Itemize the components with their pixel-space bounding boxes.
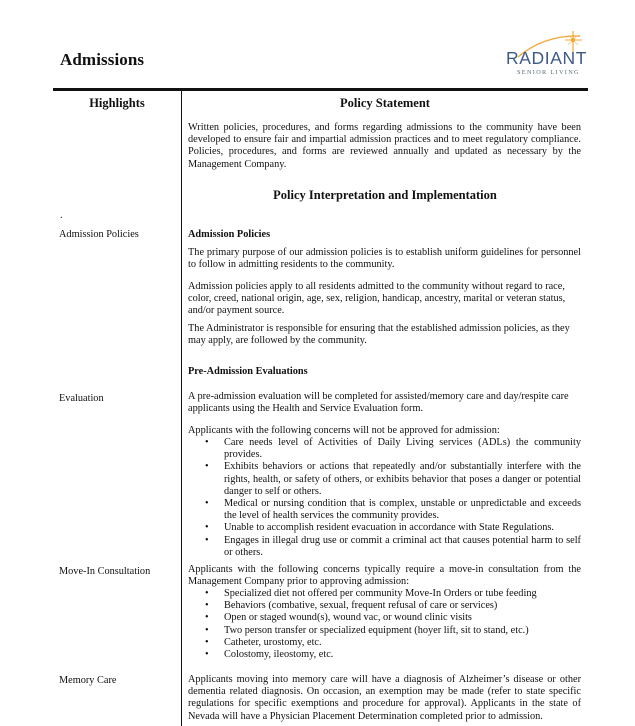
move-in-intro: Applicants with the following concerns typically require a move-in consultation from the Management Company prior to approving admission: xyxy=(188,564,581,588)
radiant-logo xyxy=(504,31,588,83)
not-approved-list xyxy=(188,437,581,559)
logo-tagline: SENIOR LIVING xyxy=(517,69,580,76)
header-rule xyxy=(53,88,588,91)
highlight-dot: . xyxy=(60,210,63,221)
highlight-admission-policies: Admission Policies xyxy=(59,229,139,240)
list-item: • Specialized diet not offered per community Move-In Orders or tube feeding xyxy=(205,588,537,599)
pre-admission-heading: Pre-Admission Evaluations xyxy=(188,366,308,377)
list-item: • Two person transfer or specialized equipment (hoyer lift, sit to stand, etc.) xyxy=(205,624,529,636)
list-item: • Exhibits behaviors or actions that repeatedly and/or substantially interfere with the rights, health, or safety of others, or exhibits behavior that poses a danger or potential danger to self or others. xyxy=(205,461,581,497)
document-title: Admissions xyxy=(60,50,145,69)
list-item: • Care needs level of Activities of Daily Living services (ADLs) the community provides. xyxy=(205,437,581,461)
list-item: • Engages in illegal drug use or commit a criminal act that causes potential harm to self or others. xyxy=(205,534,581,558)
bullet-icon: • xyxy=(205,649,209,661)
bullet-icon: • xyxy=(205,588,209,599)
logo-wordmark: RADIANT xyxy=(506,48,588,68)
policy-statement-text: Written policies, procedures, and forms regarding admissions to the community have been developed to ensure fair and impartial admission practices and to meet regulatory compliance. Policies, procedures, and forms are reviewed annually and updated as necessary by the Management Company. xyxy=(188,122,581,170)
list-item: • Medical or nursing condition that is complex, unstable or unpredictable and exceeds the level of health services the community provides. xyxy=(205,498,581,522)
highlight-evaluation: Evaluation xyxy=(59,393,104,404)
bullet-icon: • xyxy=(205,612,209,624)
column-divider xyxy=(181,90,182,726)
bullet-icon: • xyxy=(205,498,209,510)
highlight-move-in-consultation: Move-In Consultation xyxy=(59,566,151,577)
bullet-icon: • xyxy=(205,636,209,648)
interpretation-heading: Policy Interpretation and Implementation xyxy=(273,188,497,202)
list-item: • Unable to accomplish resident evacuation in accordance with State Regulations. xyxy=(205,522,554,534)
memory-care-text: Applicants moving into memory care will have a diagnosis of Alzheimer’s disease or other dementia related diagnosis. On occasion, an exemption may be made (refer to state specific regulations for specific exemptions and procedure for approval). Applicants in the state of Nevada will have a Physician Placement Determination completed prior to admission. xyxy=(188,674,581,722)
not-approved-intro: Applicants with the following concerns will not be approved for admission: xyxy=(188,425,500,436)
pre-admission-p1: A pre-admission evaluation will be completed for assisted/memory care and day/respite care applicants using the Health and Service Evaluation form. xyxy=(188,391,569,415)
bullet-icon: • xyxy=(205,534,209,546)
bullet-icon: • xyxy=(205,600,209,612)
bullet-icon: • xyxy=(205,522,209,534)
admission-policies-heading: Admission Policies xyxy=(188,229,271,240)
move-in-list xyxy=(188,588,581,661)
highlight-memory-care: Memory Care xyxy=(59,675,117,686)
admission-policies-p1: The primary purpose of our admission policies is to establish uniform guidelines for personnel to follow in admitting residents to the community. xyxy=(188,247,581,271)
list-item: • Colostomy, ileostomy, etc. xyxy=(205,649,334,661)
bullet-icon: • xyxy=(205,437,209,448)
bullet-icon: • xyxy=(205,461,209,473)
admission-policies-p3: The Administrator is responsible for ensuring that the established admission policies, as they may apply, are followed by the community. xyxy=(188,323,570,347)
highlights-header: Highlights xyxy=(89,96,145,110)
list-item: • Behaviors (combative, sexual, frequent refusal of care or services) xyxy=(205,600,498,612)
list-item: • Open or staged wound(s), wound vac, or wound clinic visits xyxy=(205,612,472,624)
admission-policies-p2: Admission policies apply to all residents admitted to the community without regard to race, color, creed, national origin, age, sex, religion, handicap, ancestry, marital or veteran status, and/or payment source. xyxy=(188,281,566,317)
bullet-icon: • xyxy=(205,624,209,636)
list-item: • Catheter, urostomy, etc. xyxy=(205,636,322,648)
policy-statement-header: Policy Statement xyxy=(340,96,430,110)
